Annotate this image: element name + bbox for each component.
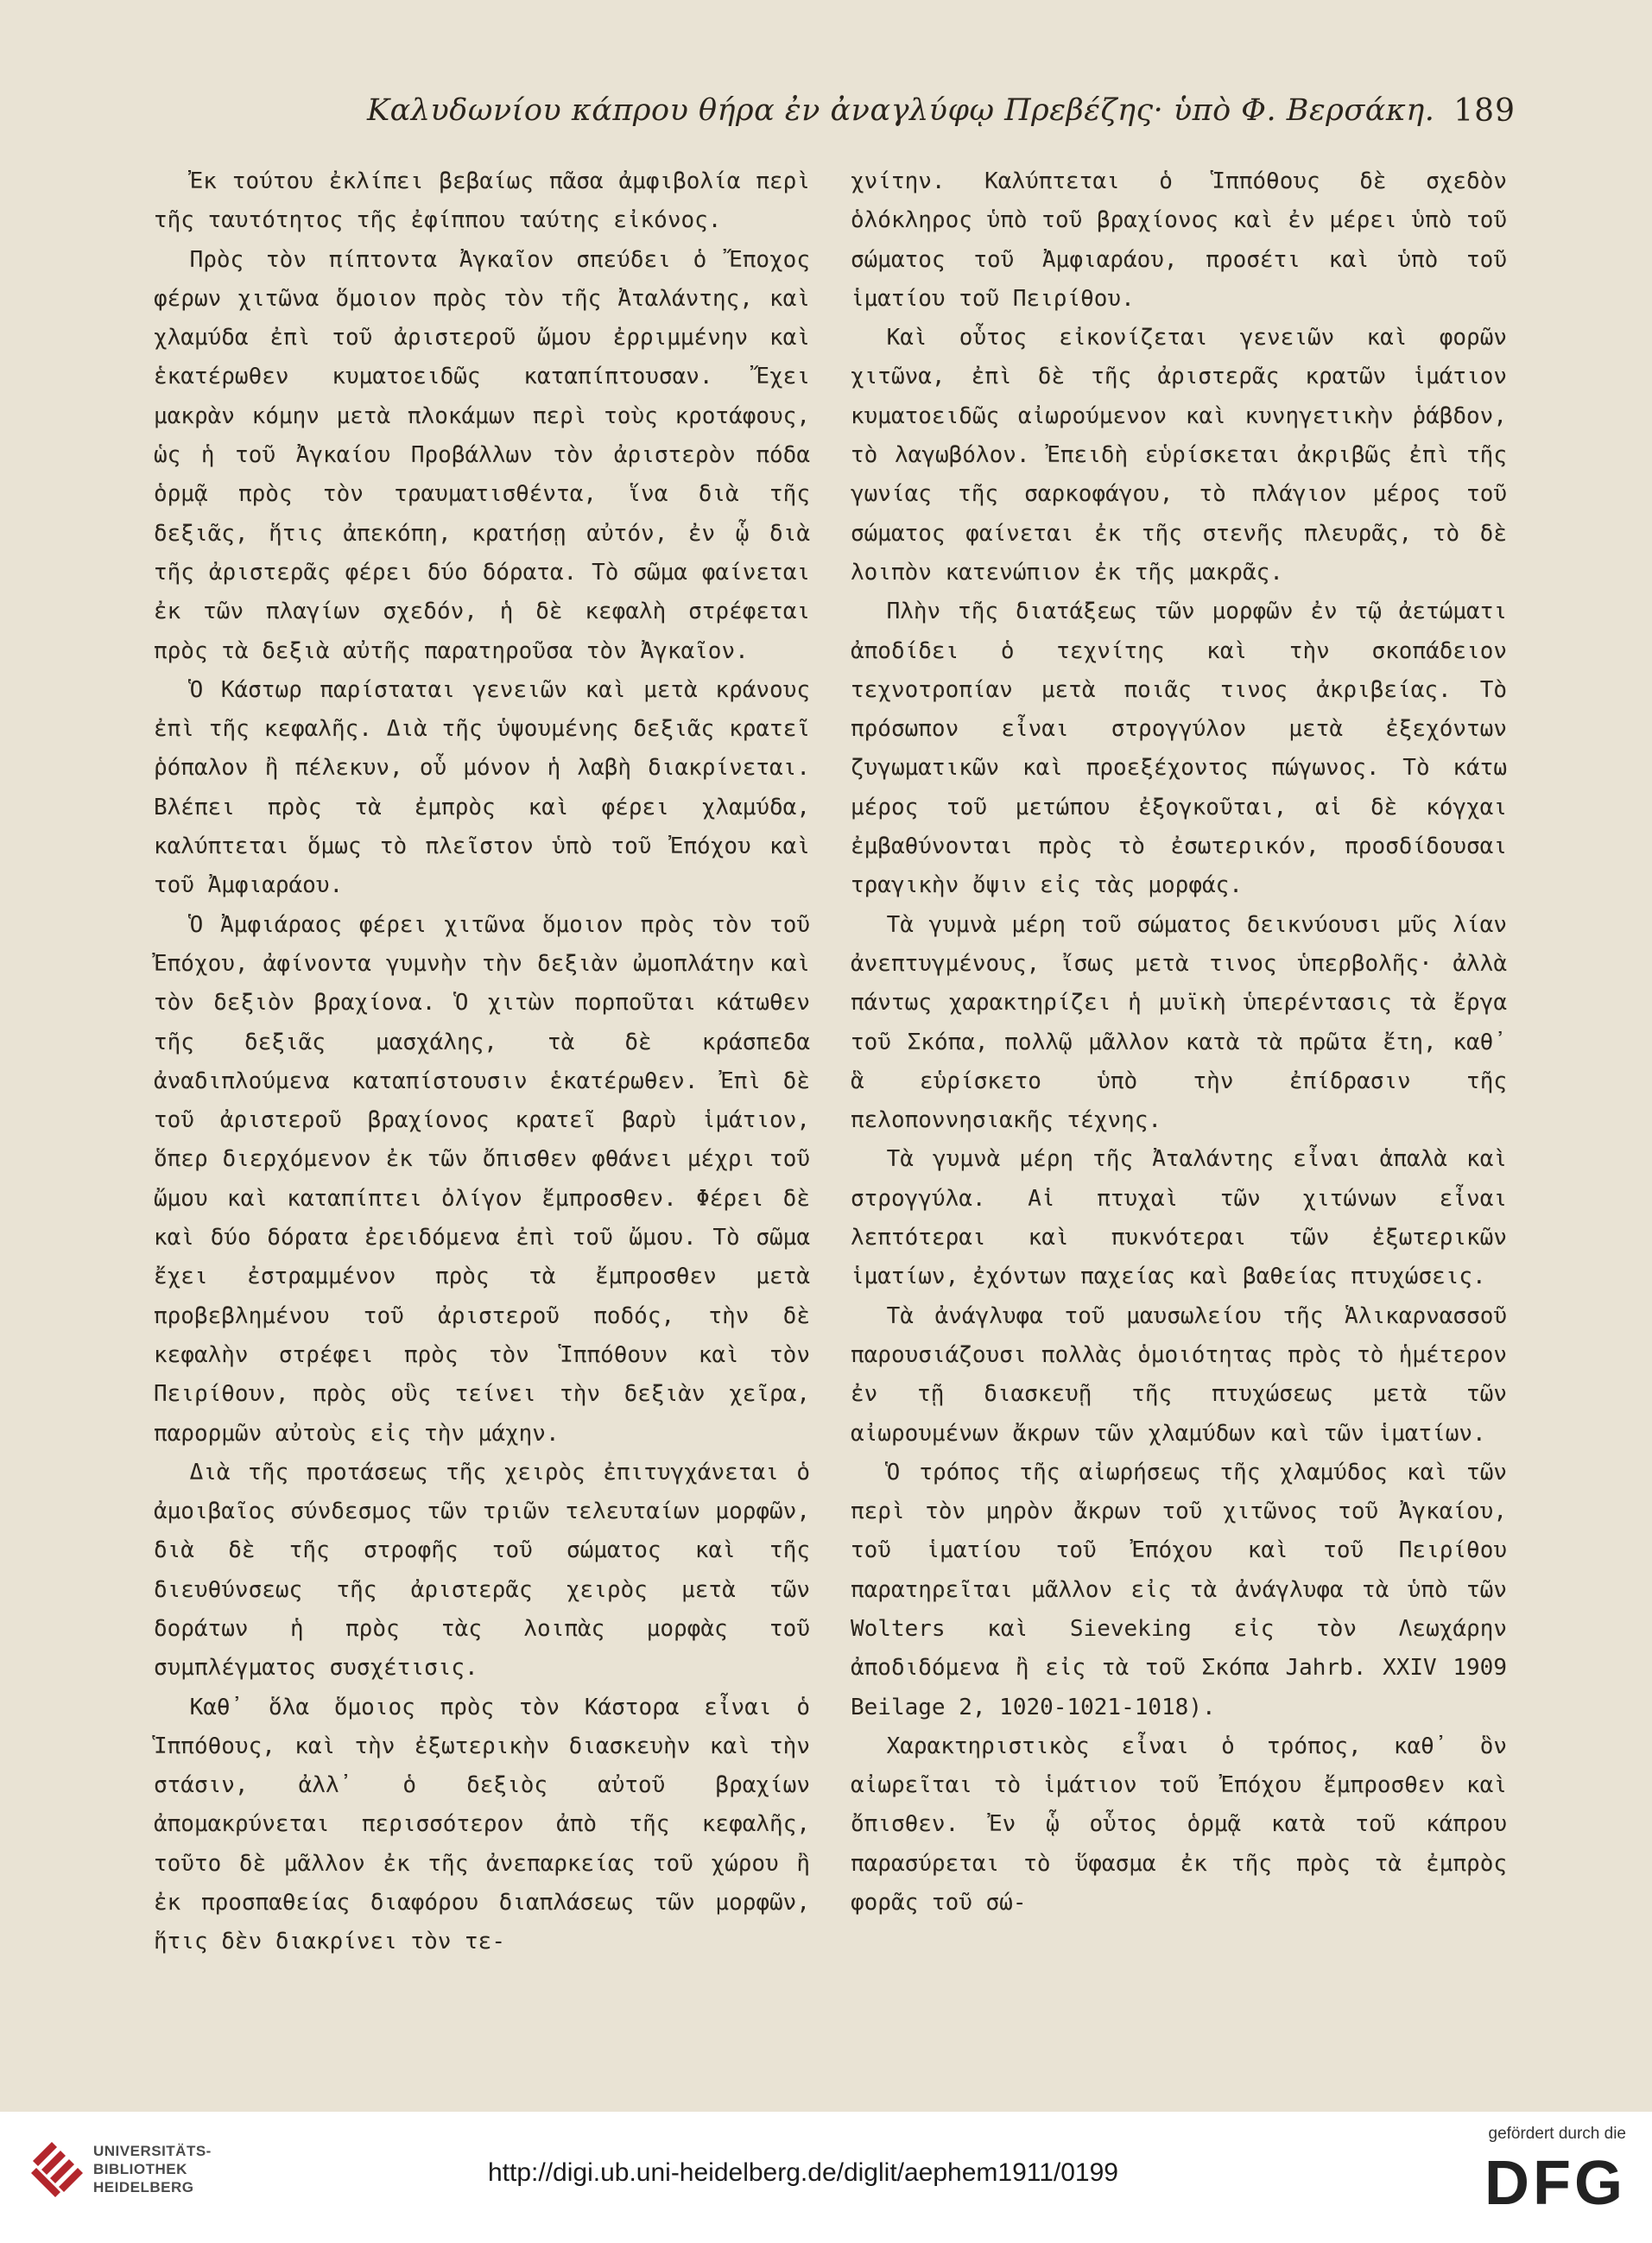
viewer-footer: [0, 2112, 1652, 2243]
paragraph: Χαρακτηριστικὸς εἶναι ὁ τρόπος, καθ᾽ ὃν αἰωρεῖται τὸ ἱμάτιον τοῦ Ἐπόχου ἔμπροσθεν καὶ ὄπισθεν. Ἐν ᾧ οὗτος ὁρμᾷ κατὰ τοῦ κάπρου παρασύρεται τὸ ὕφασμα ἐκ τῆς πρὸς τὰ ἐμπρὸς φορᾶς τοῦ σώ-: [851, 1733, 1507, 1917]
paragraph: Ὁ τρόπος τῆς αἰωρήσεως τῆς χλαμύδος καὶ τῶν περὶ τὸν μηρὸν ἄκρων τοῦ χιτῶνος τοῦ Ἀγκαίου, τοῦ ἱματίου τοῦ Ἐπόχου καὶ τοῦ Πειρίθου παρατηρεῖται μᾶλλον εἰς τὰ ἀνάγλυφα τὰ ὑπὸ τῶν Wolters καὶ Sieveking εἰς τὸν Λεωχάρην ἀποδιδόμενα ἢ εἰς τὰ τοῦ Σκόπα Jahrb. XXIV 1909 Beilage 2, 1020-1021-1018).: [851, 1459, 1507, 1720]
library-name-line: BIBLIOTHEK: [93, 2161, 187, 2177]
library-name-line: HEIDELBERG: [93, 2179, 194, 2195]
page-number: 189: [1453, 93, 1516, 129]
paragraph: Καθ᾽ ὅλα ὅμοιος πρὸς τὸν Κάστορα εἶναι ὁ Ἱππόθους, καὶ τὴν ἐξωτερικὴν διασκευὴν καὶ τὴν στάσιν, ἀλλ᾽ ὁ δεξιὸς αὐτοῦ βραχίων ἀπομακρύνεται περισσότερον ἀπὸ τῆς κεφαλῆς, τοῦτο δὲ μᾶλλον ἐκ τῆς ἀνεπαρκείας τοῦ χώρου ἢ ἐκ προσπαθείας διαφόρου διαπλάσεως τῶν μορφῶν, ἥτις δὲν διακρίνει τὸν τε-: [154, 1694, 810, 1955]
paragraph: Τὰ γυμνὰ μέρη τοῦ σώματος δεικνύουσι μῦς λίαν ἀνεπτυγμένους, ἴσως μετὰ τινος ὑπερβολῆς· ἀλλὰ πάντως χαρακτηρίζει ἡ μυϊκὴ ὑπερέντασις τὰ ἔργα τοῦ Σκόπα, πολλῷ μᾶλλον κατὰ τὰ πρῶτα ἔτη, καθ᾽ ἃ εὑρίσκετο ὑπὸ τὴν ἐπίδρασιν τῆς πελοποννησιακῆς τέχνης.: [851, 911, 1507, 1134]
paragraph: Τὰ γυμνὰ μέρη τῆς Ἀταλάντης εἶναι ἁπαλὰ καὶ στρογγύλα. Αἱ πτυχαὶ τῶν χιτώνων εἶναι λεπτότεραι καὶ πυκνότεραι τῶν ἐξωτερικῶν ἱματίων, ἐχόντων παχείας καὶ βαθείας πτυχώσεις.: [851, 1146, 1507, 1290]
paragraph: Διὰ τῆς προτάσεως τῆς χειρὸς ἐπιτυγχάνεται ὁ ἀμοιβαῖος σύνδεσμος τῶν τριῶν τελευταίων μορφῶν, διὰ δὲ τῆς στροφῆς τοῦ σώματος καὶ τῆς διευθύνσεως τῆς ἀριστερᾶς χειρὸς μετὰ τῶν δοράτων ἡ πρὸς τὰς λοιπὰς μορφὰς τοῦ συμπλέγματος συσχέτισις.: [154, 1459, 810, 1682]
paragraph: Καὶ οὗτος εἰκονίζεται γενειῶν καὶ φορῶν χιτῶνα, ἐπὶ δὲ τῆς ἀριστερᾶς κρατῶν ἱμάτιον κυματοειδῶς αἰωρούμενον καὶ κυνηγετικὴν ῥάβδον, τὸ λαγωβόλον. Ἐπειδὴ εὑρίσκεται ἀκριβῶς ἐπὶ τῆς γωνίας τῆς σαρκοφάγου, τὸ πλάγιον μέρος τοῦ σώματος φαίνεται ἐκ τῆς στενῆς πλευρᾶς, τὸ δὲ λοιπὸν κατενώπιον ἐκ τῆς μακρᾶς.: [851, 325, 1507, 586]
paragraph: χνίτην. Καλύπτεται ὁ Ἱππόθους δὲ σχεδὸν ὁλόκληρος ὑπὸ τοῦ βραχίονος καὶ ἐν μέρει ὑπὸ τοῦ σώματος τοῦ Ἀμφιαράου, προσέτι καὶ ὑπὸ τοῦ ἱματίου τοῦ Πειρίθου.: [851, 168, 1507, 312]
paragraph: Ὁ Κάστωρ παρίσταται γενειῶν καὶ μετὰ κράνους ἐπὶ τῆς κεφαλῆς. Διὰ τῆς ὑψουμένης δεξιᾶς κρατεῖ ῥόπαλον ἢ πέλεκυν, οὗ μόνον ἡ λαβὴ διακρίνεται. Βλέπει πρὸς τὰ ἐμπρὸς καὶ φέρει χλαμύδα, καλύπτεται ὅμως τὸ πλεῖστον ὑπὸ τοῦ Ἐπόχου καὶ τοῦ Ἀμφιαράου.: [154, 676, 810, 899]
library-name-line: UNIVERSITÄTS-: [93, 2143, 212, 2159]
paragraph: Πλὴν τῆς διατάξεως τῶν μορφῶν ἐν τῷ ἀετώματι ἀποδίδει ὁ τεχνίτης καὶ τὴν σκοπάδειον τεχνοτροπίαν μετὰ ποιᾶς τινος ἀκριβείας. Τὸ πρόσωπον εἶναι στρογγύλον μετὰ ἐξεχόντων ζυγωματικῶν καὶ προεξέχοντος πώγωνος. Τὸ κάτω μέρος τοῦ μετώπου ἐξογκοῦται, αἱ δὲ κόγχαι ἐμβαθύνονται πρὸς τὸ ἐσωτερικόν, προσδίδουσαι τραγικὴν ὄψιν εἰς τὰς μορφάς.: [851, 599, 1507, 899]
funding-label: gefördert durch die: [1488, 2125, 1626, 2143]
paragraph: Ἐκ τούτου ἐκλίπει βεβαίως πᾶσα ἀμφιβολία περὶ τῆς ταυτότητος τῆς ἐφίππου ταύτης εἰκόνος.: [154, 168, 810, 234]
dfg-logo[interactable]: DFG: [1484, 2149, 1626, 2218]
running-header: [138, 93, 1516, 145]
left-column: [154, 162, 810, 1962]
permalink-url[interactable]: http://digi.ub.uni-heidelberg.de/diglit/aephem1911/0199: [488, 2158, 1118, 2187]
university-library-logo[interactable]: [26, 2133, 242, 2211]
paragraph: Τὰ ἀνάγλυφα τοῦ μαυσωλείου τῆς Ἁλικαρνασσοῦ παρουσιάζουσι πολλὰς ὁμοιότητας πρὸς τὸ ἡμέτερον ἐν τῇ διασκευῇ τῆς πτυχώσεως μετὰ τῶν αἰωρουμένων ἄκρων τῶν χλαμύδων καὶ τῶν ἱματίων.: [851, 1302, 1507, 1447]
right-column: [851, 162, 1507, 1923]
library-name: [93, 2142, 212, 2196]
library-emblem-icon: [26, 2135, 86, 2202]
paragraph: Πρὸς τὸν πίπτοντα Ἀγκαῖον σπεύδει ὁ Ἔποχος φέρων χιτῶνα ὅμοιον πρὸς τὸν τῆς Ἀταλάντης, καὶ χλαμύδα ἐπὶ τοῦ ἀριστεροῦ ὤμου ἐρριμμένην καὶ ἑκατέρωθεν κυματοειδῶς καταπίπτουσαν. Ἔχει μακρὰν κόμην μετὰ πλοκάμων περὶ τοὺς κροτάφους, ὡς ἡ τοῦ Ἀγκαίου Προβάλλων τὸν ἀριστερὸν πόδα ὁρμᾷ πρὸς τὸν τραυματισθέντα, ἵνα διὰ τῆς δεξιᾶς, ἥτις ἀπεκόπη, κρατήσῃ αὐτόν, ἐν ᾧ διὰ τῆς ἀριστερᾶς φέρει δύο δόρατα. Τὸ σῶμα φαίνεται ἐκ τῶν πλαγίων σχεδόν, ἡ δὲ κεφαλὴ στρέφεται πρὸς τὰ δεξιὰ αὐτῆς παρατηροῦσα τὸν Ἀγκαῖον.: [154, 246, 810, 664]
paragraph: Ὁ Ἀμφιάραος φέρει χιτῶνα ὅμοιον πρὸς τὸν τοῦ Ἐπόχου, ἀφίνοντα γυμνὴν τὴν δεξιὰν ὠμοπλάτην καὶ τὸν δεξιὸν βραχίονα. Ὁ χιτὼν πορποῦται κάτωθεν τῆς δεξιᾶς μασχάλης, τὰ δὲ κράσπεδα ἀναδιπλούμενα καταπίστουσιν ἑκατέρωθεν. Ἐπὶ δὲ τοῦ ἀριστεροῦ βραχίονος κρατεῖ βαρὺ ἱμάτιον, ὅπερ διερχόμενον ἐκ τῶν ὄπισθεν φθάνει μέχρι τοῦ ὤμου καὶ καταπίπτει ὀλίγον ἔμπροσθεν. Φέρει δὲ καὶ δύο δόρατα ἐρειδόμενα ἐπὶ τοῦ ὤμου. Τὸ σῶμα ἔχει ἐστραμμένον πρὸς τὰ ἔμπροσθεν μετὰ προβεβλημένου τοῦ ἀριστεροῦ ποδός, τὴν δὲ κεφαλὴν στρέφει πρὸς τὸν Ἱππόθουν καὶ τὸν Πειρίθουν, πρὸς οὓς τείνει τὴν δεξιὰν χεῖρα, παρορμῶν αὐτοὺς εἰς τὴν μάχην.: [154, 911, 810, 1447]
running-title: Καλυδωνίου κάπρου θήρα ἐν ἀναγλύφῳ Πρεβέζης· ὑπὸ Φ. Βερσάκη.: [367, 93, 1435, 128]
funding-notice: [1427, 2125, 1626, 2233]
